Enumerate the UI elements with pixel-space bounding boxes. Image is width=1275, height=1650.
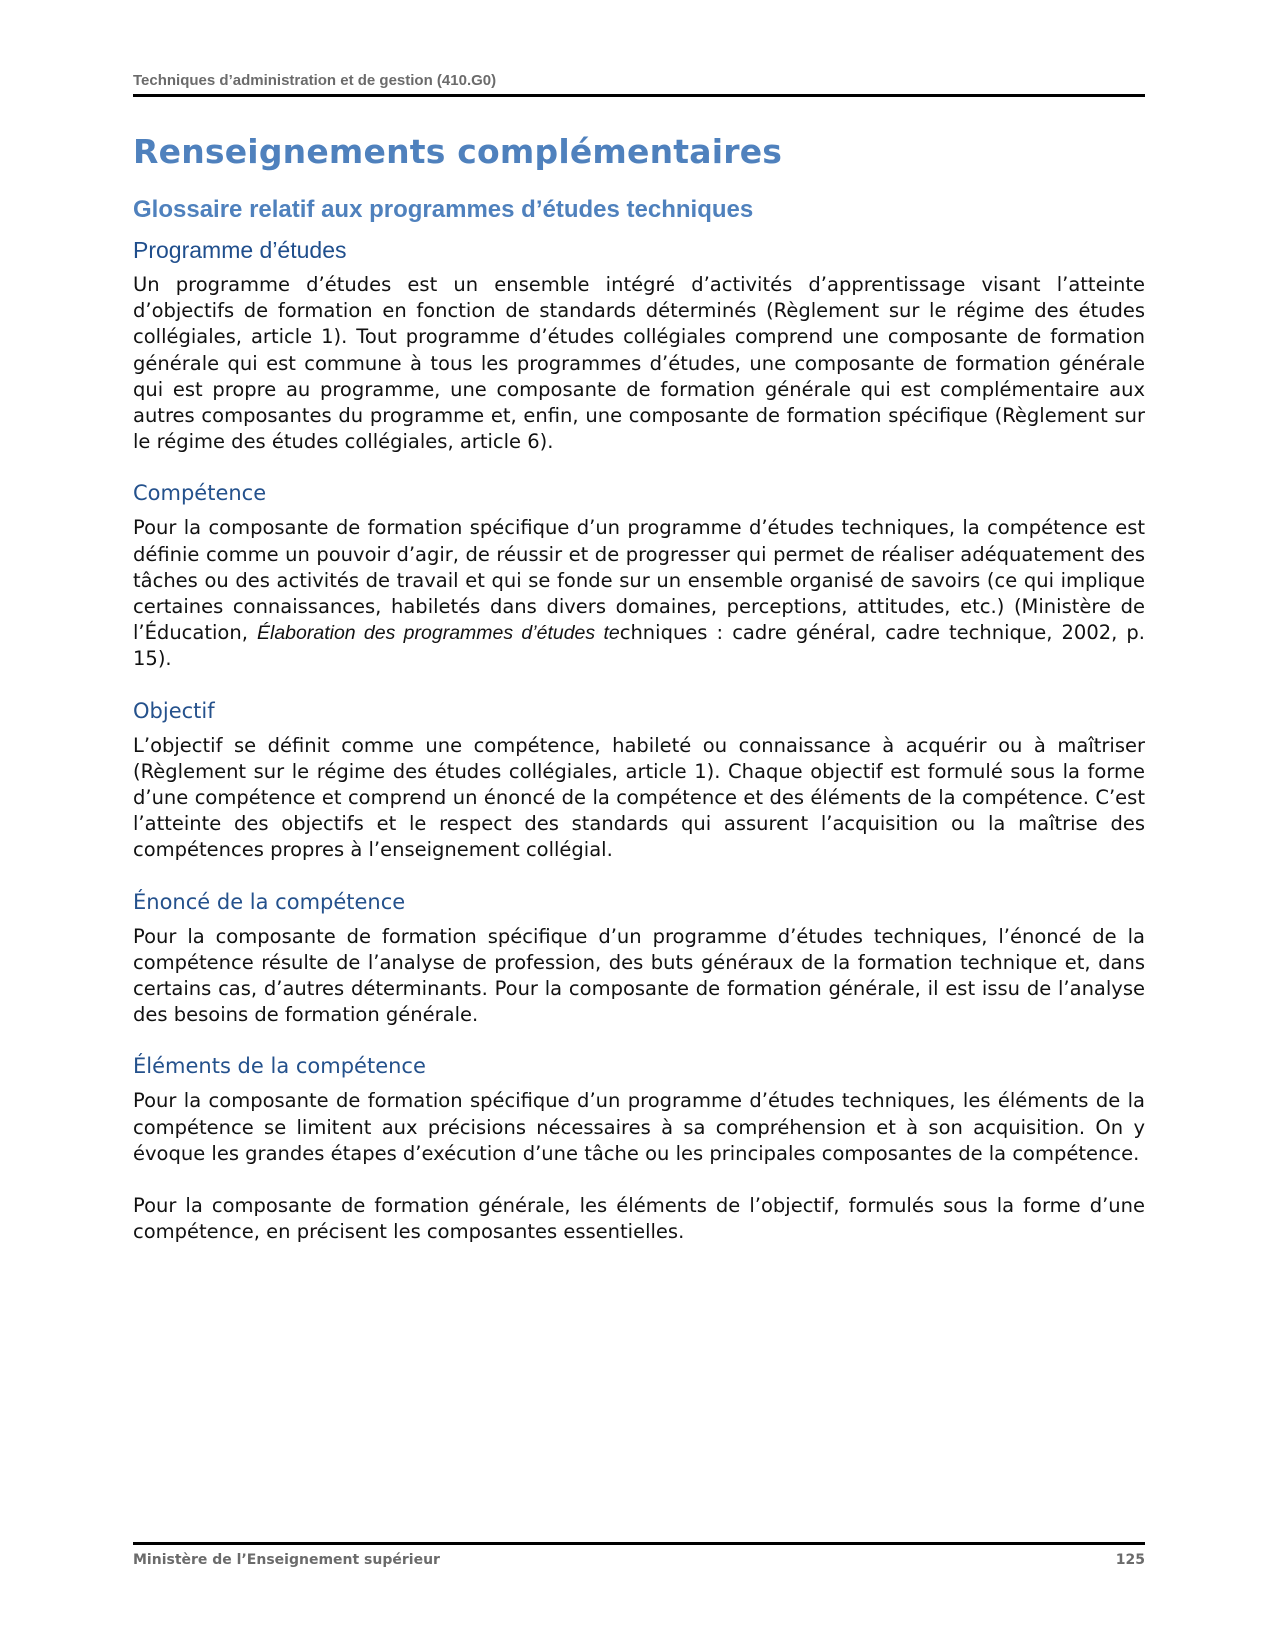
page-number: 125 <box>1115 1552 1145 1568</box>
paragraph: Pour la composante de formation spécifique d’un programme d’études techniques, l’énoncé de la compétence résulte de l’analyse de profession, des buts généraux de la formation technique et, dans certains cas, d’autres déterminants. Pour la composante de formation générale, il est issu de l’analyse des besoins de formation générale. <box>133 924 1145 1027</box>
paragraph-text: chniques : cadre général, cadre technique, 2002, p. 15). <box>133 621 1146 671</box>
paragraph-text: Pour la composante de formation spécifique d’un programme d’études techniques, la compétence est définie comme un pouvoir d’agir, de réussir et de progresser qui permet de réaliser adéquatement des tâches ou des activités de travail et qui se fonde sur un ensemble organisé de savoirs (ce qui implique certaines connaissances, habiletés dans divers domaines, perceptions, attitudes, etc.) (Ministère de l’Éducation, <box>133 516 1145 645</box>
section-heading: Programme d’études <box>133 237 347 263</box>
footer-rule <box>133 1542 1145 1545</box>
section-objectif <box>133 695 1145 864</box>
paragraph: L’objectif se définit comme une compétence, habileté ou connaissance à acquérir ou à maîtriser (Règlement sur le régime des études collégiales, article 1). Chaque objectif est formulé sous la forme d’une compétence et comprend un énoncé de la compétence et des éléments de la compétence. C’est l’atteinte des objectifs et le respect des standards qui assurent l’acquisition ou la maîtrise des compétences propres à l’enseignement collégial. <box>133 733 1145 862</box>
glossary-subtitle: Glossaire relatif aux programmes d’études techniques <box>133 196 754 223</box>
section-competence <box>133 477 1145 672</box>
section-programme-etudes <box>133 234 1145 455</box>
section-enonce-competence <box>133 886 1145 1029</box>
section-elements-competence <box>133 1050 1145 1245</box>
running-header-title: Techniques d’administration et de gestion (410.G0) <box>133 72 497 89</box>
paragraph: Pour la composante de formation spécifique d’un programme d’études techniques, les éléments de la compétence se limitent aux précisions nécessaires à sa compréhension et à son acquisition. On y évoque les grandes étapes d’exécution d’une tâche ou les principales composantes de la compétence. <box>133 1089 1145 1165</box>
page-content <box>133 128 1145 1245</box>
paragraph <box>133 515 1145 672</box>
paragraph: Un programme d’études est un ensemble intégré d’activités d’apprentissage visant l’atteinte d’objectifs de formation en fonction de standards déterminés (Règlement sur le régime des études collégiales, article 1). Tout programme d’études collégiales comprend une composante de formation générale qui est commune à tous les programmes d’études, une composante de formation générale qui est propre au programme, une composante de formation générale qui est complémentaire aux autres composantes du programme et, enfin, une composante de formation spécifique (Règlement sur le régime des études collégiales, article 6). <box>133 273 1145 454</box>
page-title: Renseignements complémentaires <box>133 132 783 171</box>
document-page <box>133 0 1145 1650</box>
section-heading: Énoncé de la compétence <box>133 889 406 914</box>
section-heading: Objectif <box>133 698 215 723</box>
paragraph: Pour la composante de formation générale, les éléments de l’objectif, formulés sous la forme d’une compétence, en précisent les composantes essentielles. <box>133 1194 1145 1244</box>
section-heading: Éléments de la compétence <box>133 1054 426 1079</box>
cited-title: Élaboration des programmes d’études te <box>256 622 620 645</box>
section-heading: Compétence <box>133 481 267 506</box>
header-rule <box>133 94 1145 97</box>
footer-publisher: Ministère de l’Enseignement supérieur <box>133 1552 440 1568</box>
